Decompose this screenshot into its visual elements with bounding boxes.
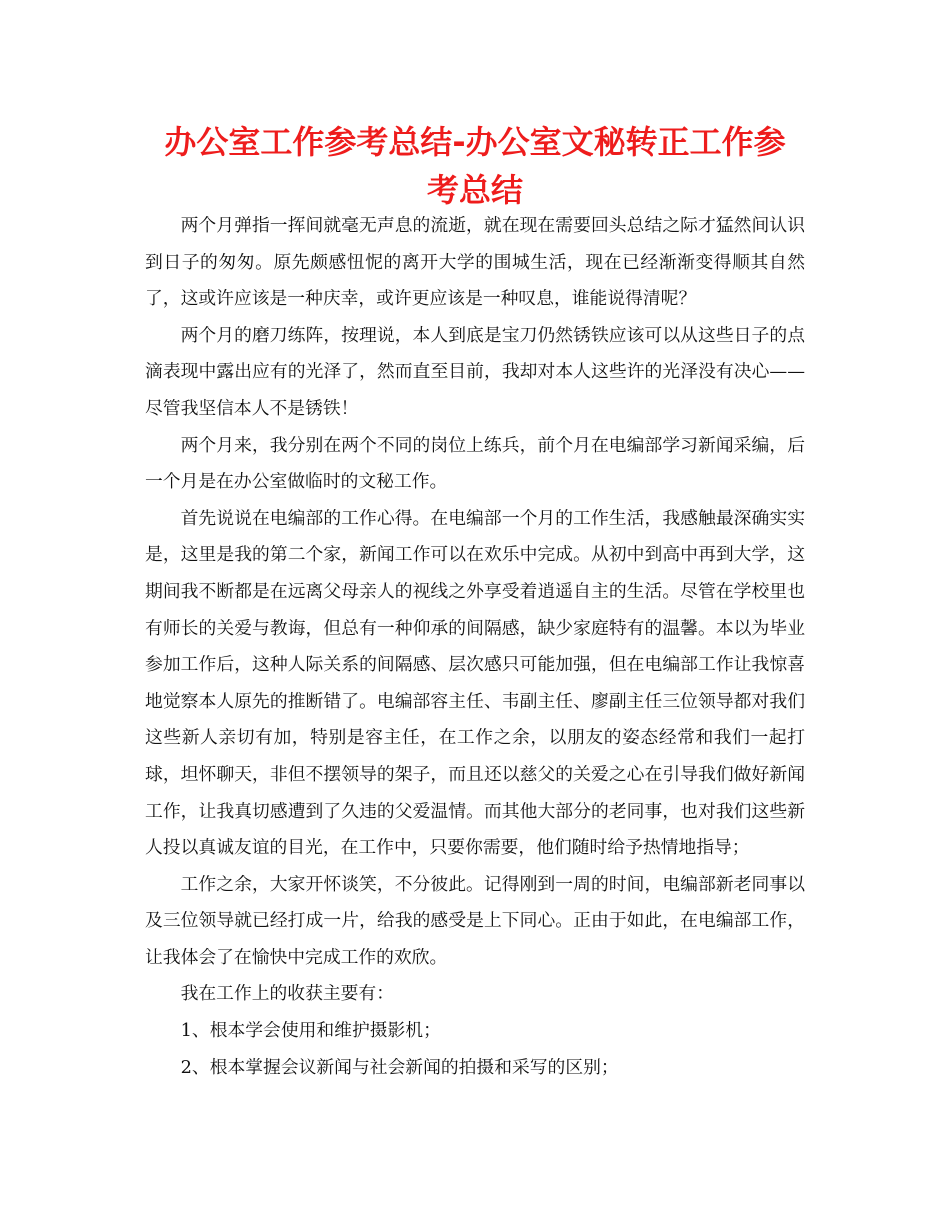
paragraph: 两个月的磨刀练阵，按理说，本人到底是宝刀仍然锈铁应该可以从这些日子的点滴表现中露出应有的光泽了，然而直至目前，我却对本人这些许的光泽没有决心——尽管我坚信本人不是锈铁！ [145,324,805,419]
document-title: 办公室工作参考总结-办公室文秘转正工作参考总结 [164,123,786,209]
paragraph: 首先说说在电编部的工作心得。在电编部一个月的工作生活，我感触最深确实实是，这里是我的第二个家，新闻工作可以在欢乐中完成。从初中到高中再到大学，这期间我不断都是在远离父母亲人的视线之外享受着逍遥自主的生活。尽管在学校里也有师长的关爱与教诲，但总有一种仰承的间隔感，缺少家庭特有的温馨。本以为毕业参加工作后，这种人际关系的间隔感、层次感只可能加强，但在电编部工作让我惊喜地觉察本人原先的推断错了。电编部容主任、韦副主任、廖副主任三位领导都对我们这些新人亲切有加，特别是容主任，在工作之余，以朋友的姿态经常和我们一起打球，坦怀聊天，非但不摆领导的架子，而且还以慈父的关爱之心在引导我们做好新闻工作，让我真切感遭到了久违的父爱温情。而其他大部分的老同事，也对我们这些新人投以真诚友谊的目光，在工作中，只要你需要，他们随时给予热情地指导； [145,507,805,859]
list-item: 1、根本学会使用和维护摄影机； [180,1020,441,1042]
paragraph: 工作之余，大家开怀谈笑，不分彼此。记得刚到一周的时间，电编部新老同事以及三位领导就已经打成一片，给我的感受是上下同心。正由于如此，在电编部工作，让我体会了在愉快中完成工作的欢欣。 [145,873,805,968]
document-body [145,208,805,1086]
paragraph: 我在工作上的收获主要有： [180,983,394,1005]
paragraph: 两个月弹指一挥间就毫无声息的流逝，就在现在需要回头总结之际才猛然间认识到日子的匆匆。原先颇感忸怩的离开大学的围城生活，现在已经渐渐变得顺其自然了，这或许应该是一种庆幸，或许更应该是一种叹息，谁能说得清呢？ [145,215,805,310]
paragraph: 两个月来，我分别在两个不同的岗位上练兵，前个月在电编部学习新闻采编，后一个月是在办公室做临时的文秘工作。 [145,434,805,493]
list-item: 2、根本掌握会议新闻与社会新闻的拍摄和采写的区别； [180,1056,619,1078]
